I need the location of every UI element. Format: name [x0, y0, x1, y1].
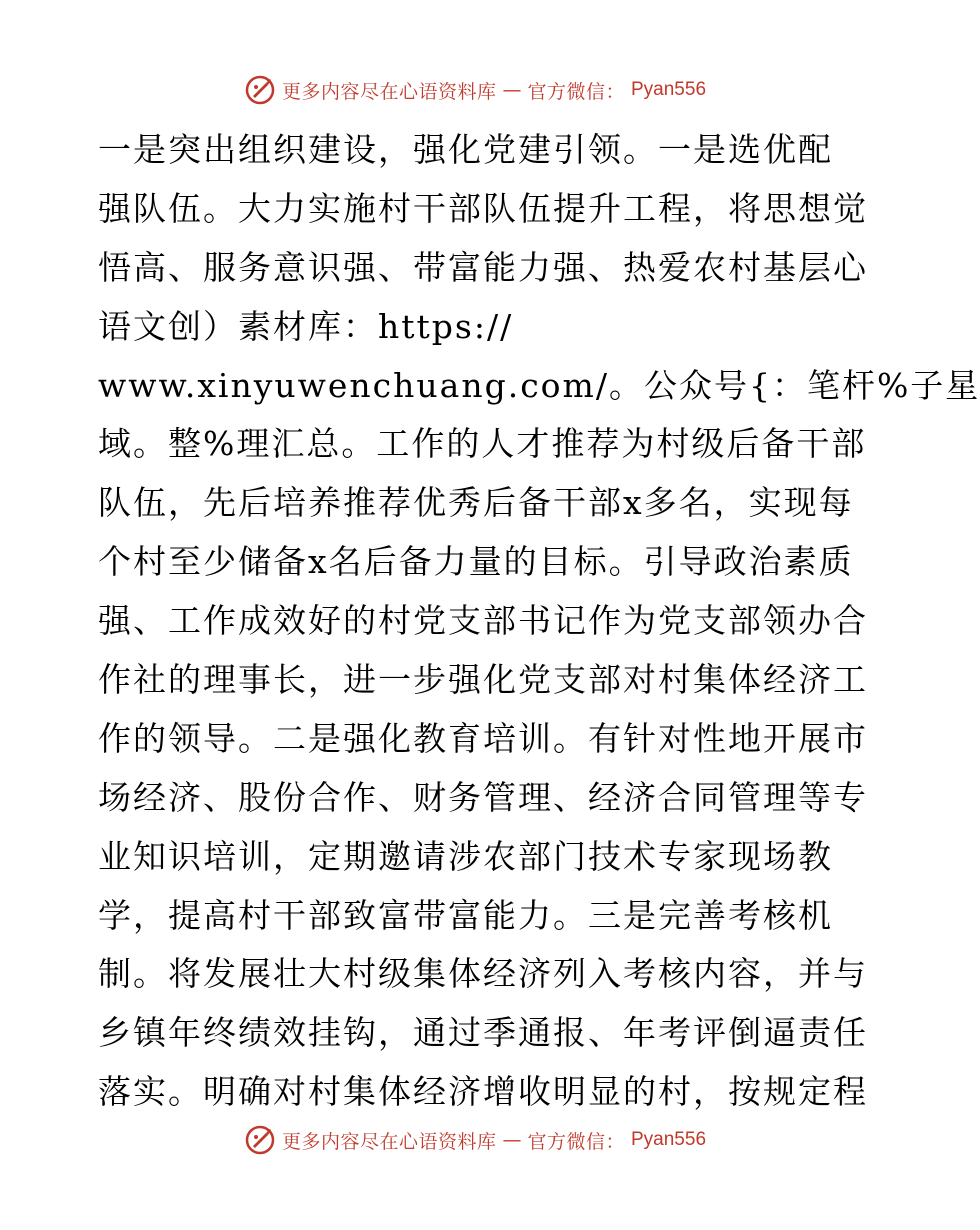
body-line: 强、工作成效好的村党支部书记作为党支部领办合	[98, 601, 868, 641]
header-banner-text: 更多内容尽在心语资料库	[281, 80, 497, 103]
footer-banner-official: 官方微信：	[527, 1130, 625, 1153]
body-line: 作的领导。二是强化教育培训。有针对性地开展市	[98, 718, 868, 758]
body-line: 语文创）素材库：https://	[98, 306, 514, 346]
footer-banner	[0, 1120, 950, 1160]
body-line: 悟高、服务意识强、带富能力强、热爱农村基层心	[98, 247, 868, 287]
body-line: 学，提高村干部致富带富能力。三是完善考核机	[98, 895, 833, 935]
document-body	[98, 121, 980, 1122]
header-banner-dash: —	[502, 79, 522, 101]
footer-banner-wechat-id: Pyan556	[631, 1129, 707, 1150]
footer-banner-text: 更多内容尽在心语资料库	[281, 1130, 497, 1153]
body-line: 队伍，先后培养推荐优秀后备干部x多名，实现每	[98, 483, 854, 523]
header-banner-content	[244, 74, 706, 106]
body-line: 作社的理事长，进一步强化党支部对村集体经济工	[98, 660, 868, 700]
header-banner	[0, 70, 950, 110]
header-banner-official: 官方微信：	[527, 80, 625, 103]
body-line: 制。将发展壮大村级集体经济列入考核内容，并与	[98, 954, 868, 994]
footer-banner-content	[244, 1124, 706, 1156]
body-line: 落实。明确对村集体经济增收明显的村，按规定程	[98, 1072, 868, 1112]
body-line: 一是突出组织建设，强化党建引领。一是选优配	[98, 130, 833, 169]
body-line: 乡镇年终绩效挂钩，通过季通报、年考评倒逼责任	[98, 1013, 868, 1053]
quill-seal-icon	[244, 74, 276, 106]
body-line: 域。整%理汇总。工作的人才推荐为村级后备干部	[98, 424, 867, 464]
footer-banner-dash: —	[502, 1129, 522, 1151]
quill-seal-icon	[244, 1124, 276, 1156]
body-line: www.xinyuwenchuang.com/。公众号{：笔杆%子星	[98, 365, 980, 405]
body-line: 业知识培训，定期邀请涉农部门技术专家现场教	[98, 836, 833, 876]
body-line: 个村至少储备x名后备力量的目标。引导政治素质	[98, 542, 854, 582]
body-line: 场经济、股份合作、财务管理、经济合同管理等专	[98, 777, 868, 817]
body-line: 强队伍。大力实施村干部队伍提升工程，将思想觉	[98, 188, 868, 228]
header-banner-wechat-id: Pyan556	[631, 79, 707, 100]
